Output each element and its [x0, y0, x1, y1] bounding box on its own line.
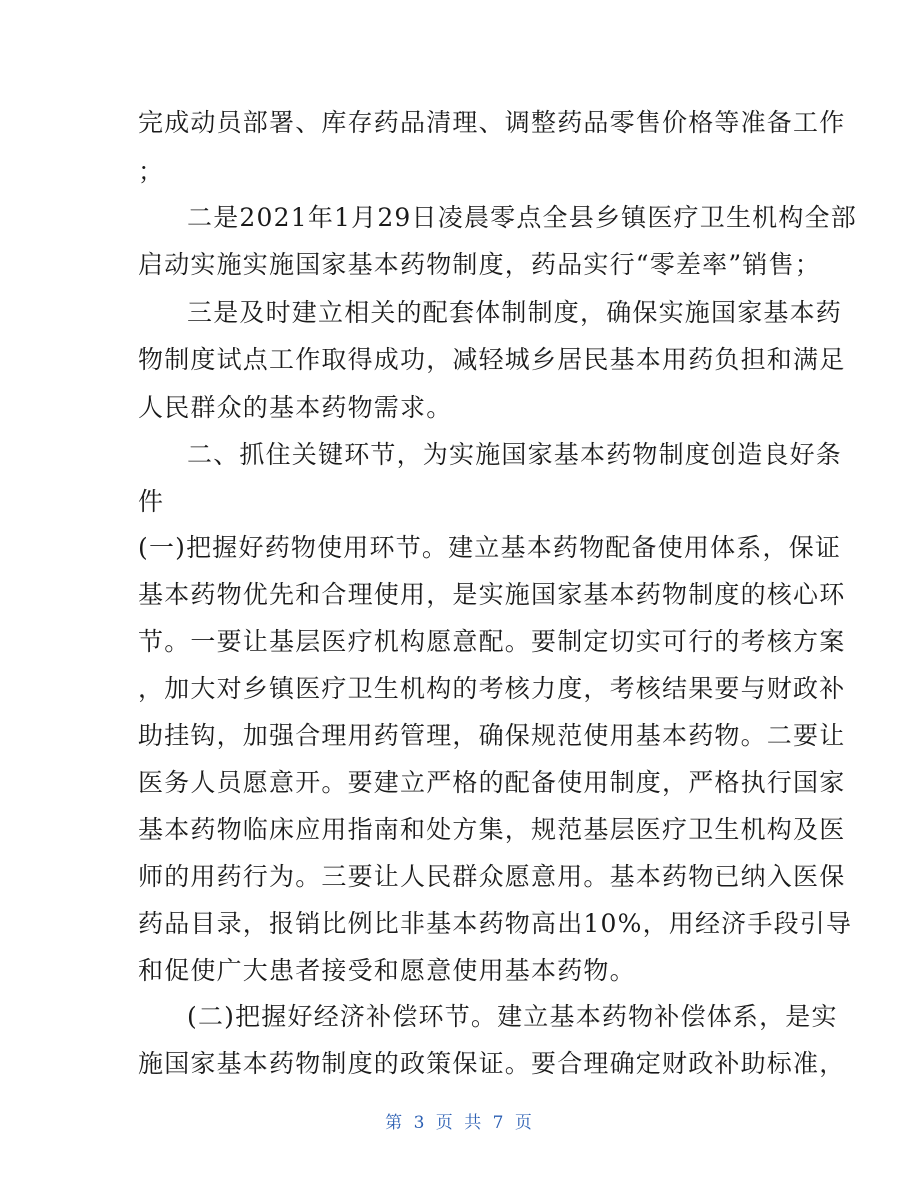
text-line: 药品目录，报销比例比非基本药物高出10%，用经济手段引导	[138, 909, 853, 938]
text-line: 基本药物临床应用指南和处方集，规范基层医疗卫生机构及医	[138, 815, 846, 844]
subsection-heading-line: (一)把握好药物使用环节。建立基本药物配备使用体系，保证	[138, 533, 842, 562]
subsection-heading-line: (二)把握好经济补偿环节。建立基本药物补偿体系，是实	[187, 1002, 838, 1031]
text-line: 基本药物优先和合理使用，是实施国家基本药物制度的核心环	[138, 580, 846, 609]
text-line: 医务人员愿意开。要建立严格的配备使用制度，严格执行国家	[138, 768, 846, 797]
text-line: 人民群众的基本药物需求。	[138, 393, 453, 422]
page-number-footer: 第 3 页 共 7 页	[385, 1113, 535, 1133]
section-heading-continuation: 件	[138, 487, 165, 516]
paragraph-first-line: 三是及时建立相关的配套体制制度，确保实施国家基本药	[187, 298, 843, 327]
text-line: 节。一要让基层医疗机构愿意配。要制定切实可行的考核方案	[138, 627, 846, 656]
text-line: 和促使广大患者接受和愿意使用基本药物。	[138, 956, 636, 985]
text-line: 物制度试点工作取得成功，减轻城乡居民基本用药负担和满足	[138, 345, 846, 374]
text-line: ；	[138, 157, 165, 186]
text-line: 完成动员部署、库存药品清理、调整药品零售价格等准备工作	[138, 108, 846, 137]
text-line: ，加大对乡镇医疗卫生机构的考核力度，考核结果要与财政补	[138, 674, 846, 703]
text-line: 助挂钩，加强合理用药管理，确保规范使用基本药物。二要让	[138, 721, 846, 750]
text-line: 施国家基本药物制度的政策保证。要合理确定财政补助标准，	[138, 1049, 846, 1078]
section-heading: 二、抓住关键环节，为实施国家基本药物制度创造良好条	[187, 440, 843, 469]
paragraph-first-line: 二是2021年1月29日凌晨零点全县乡镇医疗卫生机构全部	[187, 203, 857, 232]
text-line: 启动实施实施国家基本药物制度，药品实行“零差率”销售；	[138, 250, 821, 279]
text-line: 师的用药行为。三要让人民群众愿意用。基本药物已纳入医保	[138, 862, 846, 891]
